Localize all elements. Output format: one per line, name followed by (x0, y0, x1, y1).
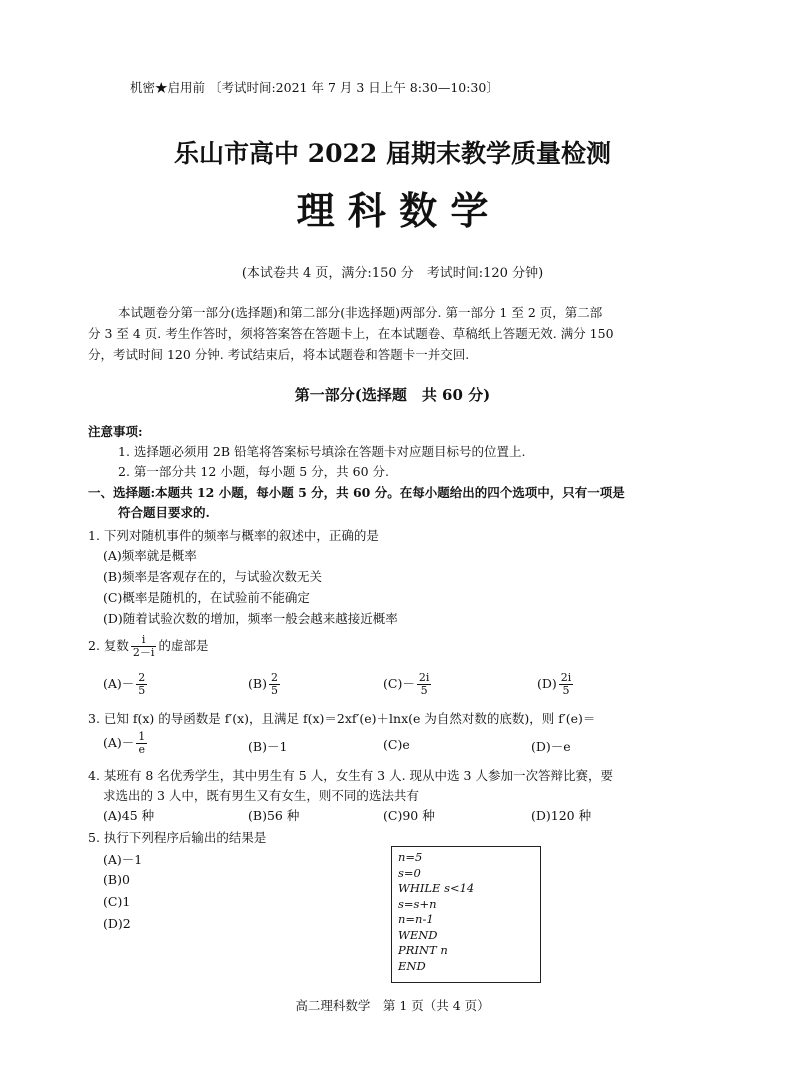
q5-option-d: (D)2 (103, 916, 131, 931)
confidential-line: 机密★启用前 〔考试时间:2021 年 7 月 3 日上午 8:30—10:30〕 (130, 80, 499, 95)
q2-suffix: 的虚部是 (158, 638, 209, 653)
q1-option-b: (B)频率是客观存在的，与试验次数无关 (103, 569, 322, 584)
q2-stem (88, 634, 208, 659)
q2-fraction (131, 634, 157, 659)
intro-line-3: 分，考试时间 120 分钟. 考试结束后，将本试题卷和答题卡一并交回. (88, 347, 470, 362)
q2-b-num: 2 (270, 671, 278, 684)
q1-option-d: (D)随着试验次数的增加，频率一般会越来越接近概率 (103, 611, 398, 626)
subject-title: 理 科 数 学 (296, 188, 489, 233)
program-line: n=5 (398, 850, 423, 864)
program-line: WEND (398, 927, 438, 942)
program-line: s=s+n (398, 896, 437, 911)
q2-prefix: 2. 复数 (88, 638, 129, 653)
note-1: 1. 选择题必须用 2B 铅笔将答案标号填涂在答题卡对应题目标号的位置上. (118, 444, 526, 459)
q4-stem-line-2: 求选出的 3 人中，既有男生又有女生，则不同的选法共有 (103, 788, 419, 803)
q3-option-a-fraction (136, 731, 147, 756)
page-footer: 高二理科数学 第 1 页（共 4 页） (295, 998, 490, 1013)
q3-a-num: 1 (138, 730, 146, 743)
q2-option-a-fraction (136, 672, 147, 697)
program-line: s=0 (398, 865, 421, 880)
section-instruction-line-1: 一、选择题:本题共 12 小题，每小题 5 分，共 60 分。在每小题给出的四个选项中，只有一项是 (88, 485, 625, 500)
program-line: n=n-1 (398, 912, 434, 926)
q2-option-d (537, 672, 575, 697)
exam-title: 乐山市高中 2022 届期末教学质量检测 (174, 139, 611, 168)
q5-stem: 5. 执行下列程序后输出的结果是 (88, 830, 267, 845)
q3-option-b: (B)－1 (248, 739, 288, 754)
q3-option-c: (C)e (383, 737, 410, 752)
q2-c-num: 2i (418, 671, 430, 684)
part1-heading: 第一部分(选择题 共 60 分) (294, 386, 491, 404)
q2-option-a (103, 672, 149, 697)
program-line: PRINT n (398, 943, 448, 957)
q2-b-den: 5 (270, 684, 278, 697)
q3-stem: 3. 已知 f(x) 的导函数是 f′(x)，且满足 f(x)＝2xf′(e)＋lnx(e 为自然对数的底数)，则 f′(e)＝ (88, 711, 596, 726)
notes-title: 注意事项: (88, 424, 143, 439)
intro-line-2: 分 3 至 4 页. 考生作答时，须将答案答在答题卡上，在本试题卷、草稿纸上答题无效. 满分 150 (88, 326, 614, 341)
q2-option-d-fraction (559, 672, 574, 697)
q4-stem-line-1: 4. 某班有 8 名优秀学生，其中男生有 5 人，女生有 3 人. 现从中选 3 人参加一次答辩比赛，要 (88, 768, 613, 783)
q2-a-den: 5 (138, 684, 146, 697)
q1-option-c: (C)概率是随机的，在试验前不能确定 (103, 590, 310, 605)
q4-option-d: (D)120 种 (531, 808, 592, 823)
q5-option-c: (C)1 (103, 894, 131, 909)
q1-option-a: (A)频率就是概率 (103, 548, 197, 563)
program-line: END (398, 958, 426, 973)
q2-option-a-label: (A)－ (103, 676, 135, 691)
q2-c-den: 5 (420, 684, 428, 697)
q2-option-b (248, 672, 282, 697)
q4-option-a: (A)45 种 (103, 808, 155, 823)
exam-info: (本试卷共 4 页，满分:150 分 考试时间:120 分钟) (241, 266, 544, 281)
q2-option-d-label: (D) (537, 676, 557, 691)
note-2: 2. 第一部分共 12 小题，每小题 5 分，共 60 分. (118, 464, 389, 479)
q5-option-a: (A)－1 (103, 852, 143, 867)
q3-a-den: e (138, 743, 146, 756)
q5-option-b: (B)0 (103, 872, 130, 887)
q2-option-b-label: (B) (248, 676, 267, 691)
program-code-box (391, 846, 541, 983)
q3-option-d: (D)－e (531, 739, 571, 754)
q3-option-a-label: (A)－ (103, 735, 135, 750)
q2-d-den: 5 (562, 684, 570, 697)
q1-stem: 1. 下列对随机事件的频率与概率的叙述中，正确的是 (88, 528, 379, 543)
q4-option-c: (C)90 种 (383, 808, 435, 823)
q2-a-num: 2 (138, 671, 146, 684)
q2-option-c-label: (C)－ (383, 676, 415, 691)
q2-frac-den: 2－i (132, 646, 155, 659)
section-instruction-line-2: 符合题目要求的. (118, 505, 210, 520)
q4-option-b: (B)56 种 (248, 808, 300, 823)
q2-frac-num: i (131, 634, 157, 647)
q3-option-a (103, 731, 149, 756)
program-line: WHILE s<14 (398, 881, 475, 895)
q2-option-c-fraction (417, 672, 432, 697)
q2-d-num: 2i (560, 671, 572, 684)
q2-option-c (383, 672, 433, 697)
q2-option-b-fraction (269, 672, 280, 697)
intro-line-1: 本试题卷分第一部分(选择题)和第二部分(非选择题)两部分. 第一部分 1 至 2 页，第二部 (118, 305, 603, 320)
